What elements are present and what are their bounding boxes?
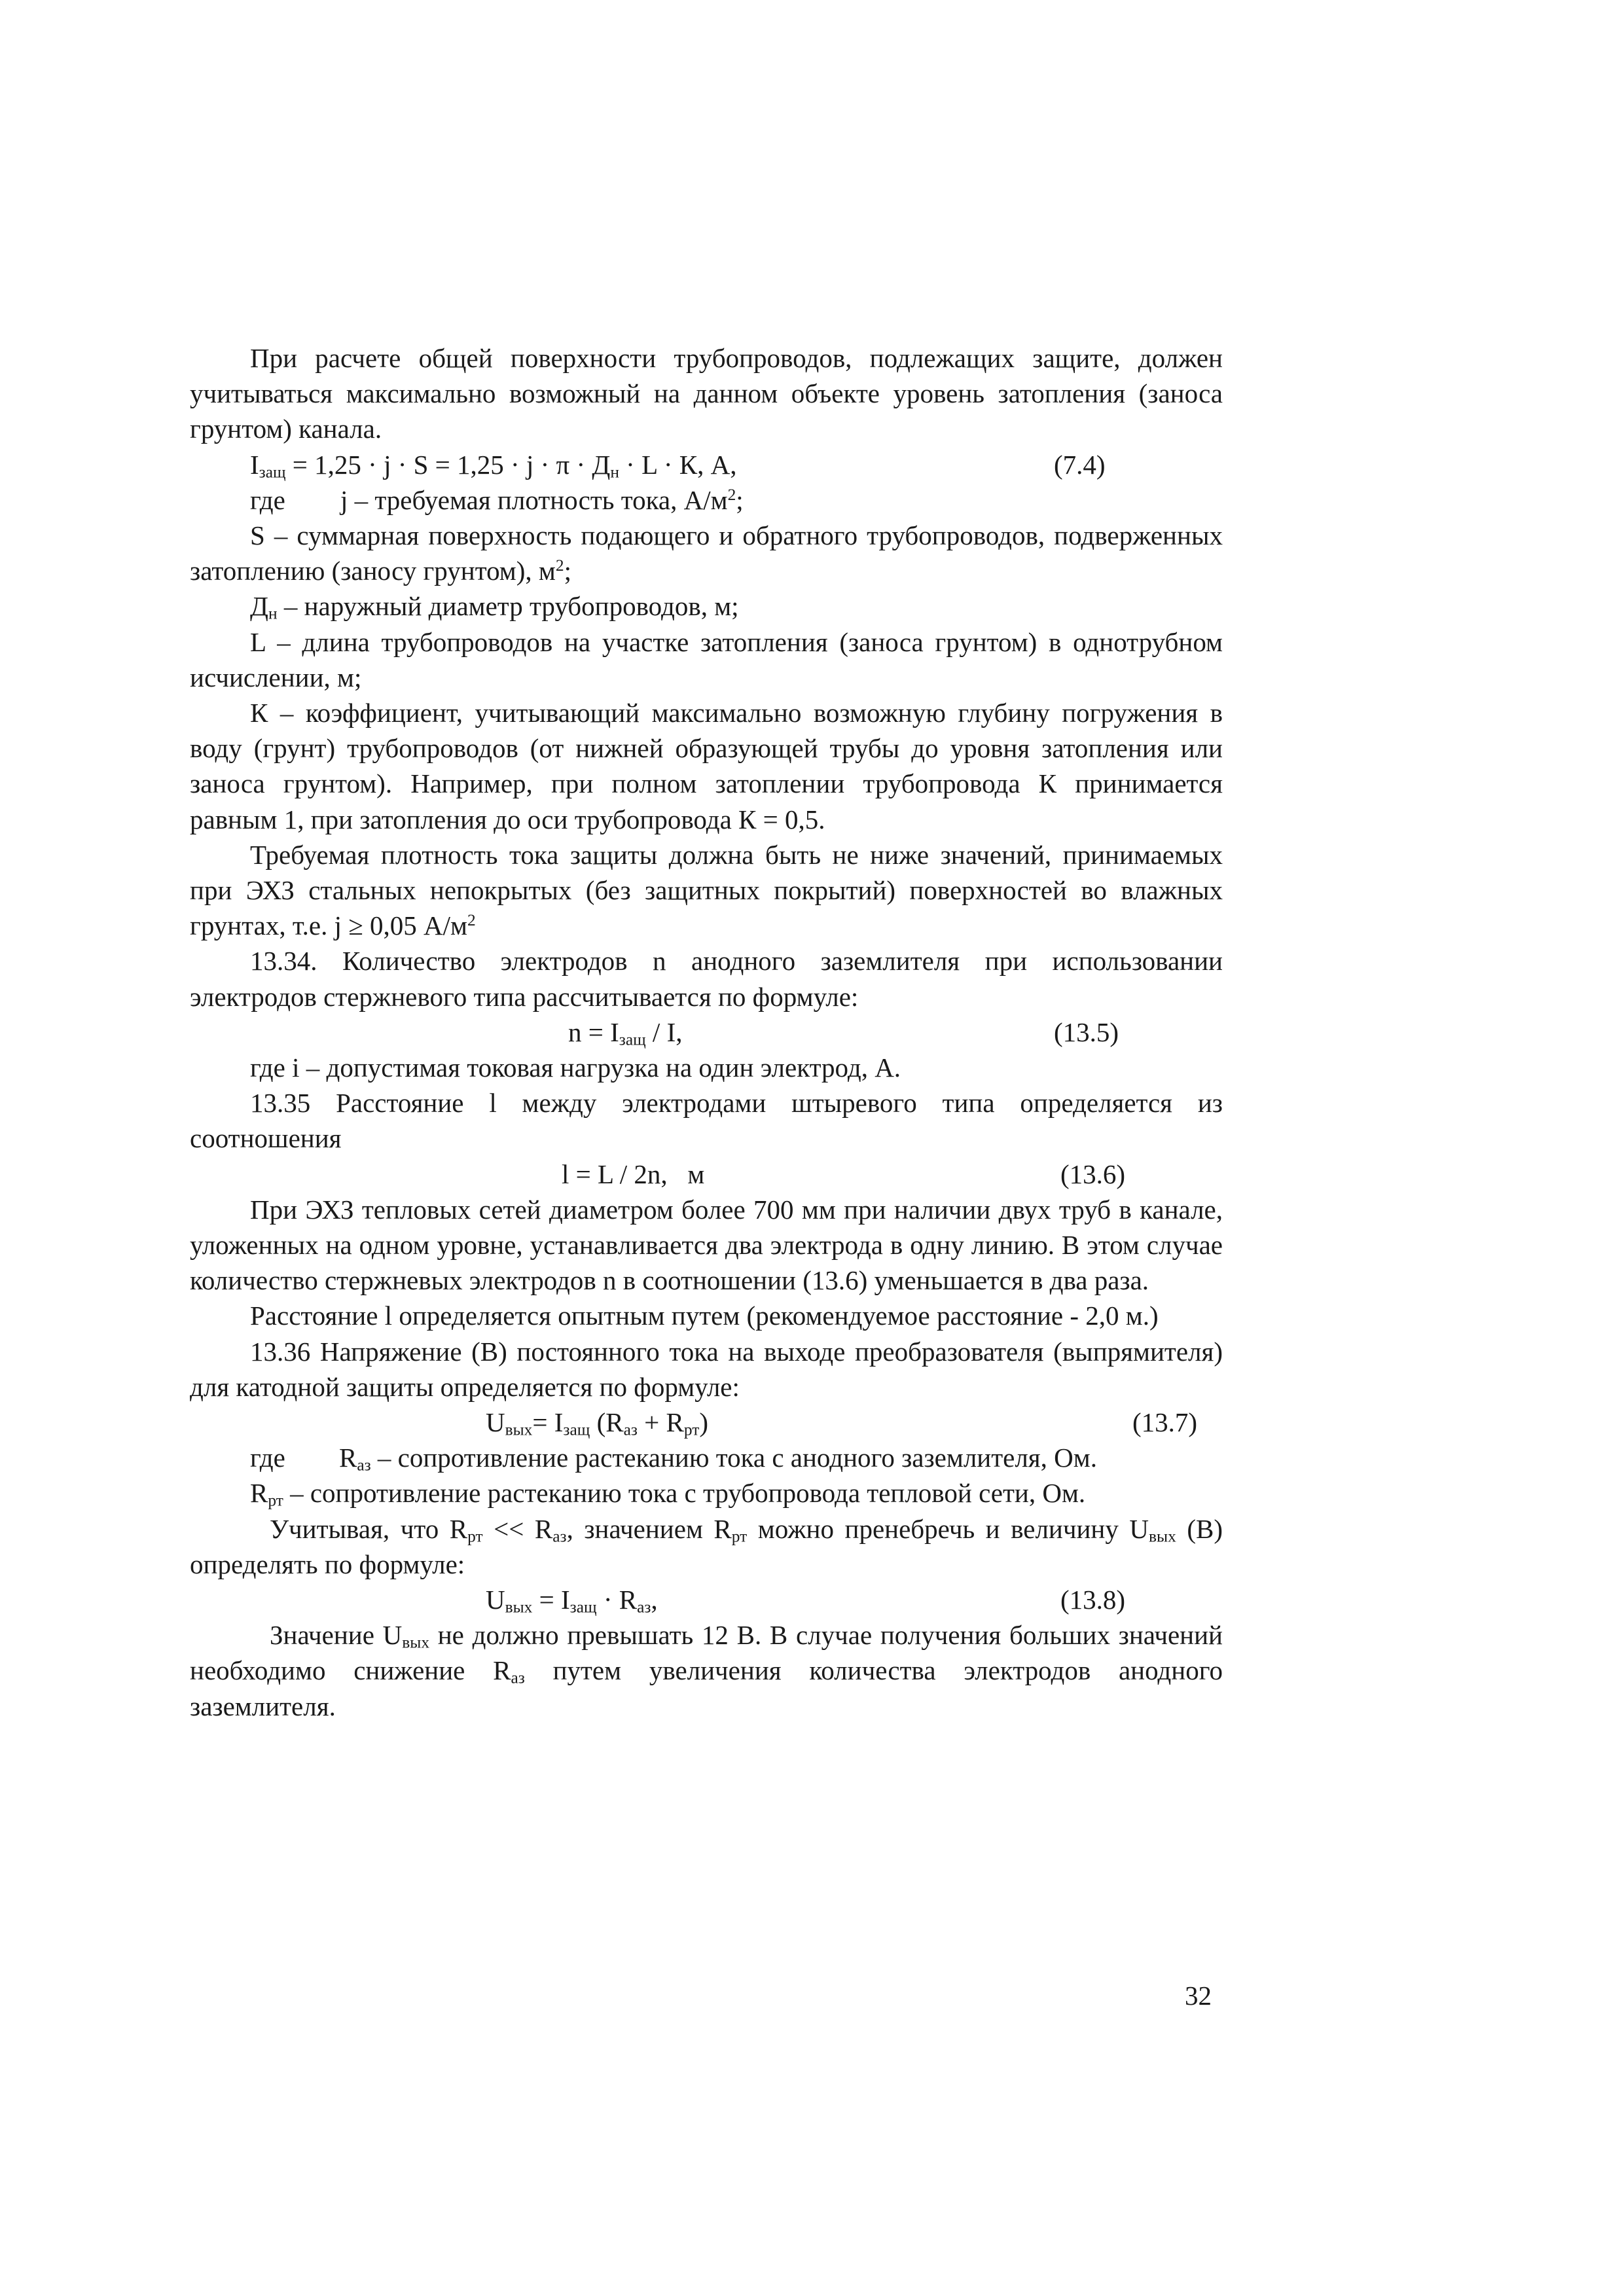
paragraph-considering: Учитывая, что $R_{рт} << R_{аз}$, значением $R_{рт}$ можно пренебречь и величину $U_{вых}$ (В) определять по формуле:: [190, 1513, 1223, 1579]
paragraph-13-34: 13.34. Количество электродов n анодного заземлителя при использовании электродов стержневого типа рассчитывается по формуле:: [190, 946, 1223, 1012]
where-j-definition: где j – требуемая плотность тока, $А/м^2$;: [250, 484, 744, 515]
paragraph-13-36: 13.36 Напряжение (В) постоянного тока на выходе преобразователя (выпрямителя) для катодной защиты определяется по формуле:: [190, 1336, 1223, 1402]
definition-s: S – суммарная поверхность подающего и обратного трубопроводов, подверженных затоплению (заносу грунтом), $м^2$;: [190, 520, 1223, 586]
formula-13-8-expression: $U_{вых} = I_{защ} \cdot R_{аз}$,: [486, 1585, 658, 1617]
formula-7-4-expression: $I_{защ} = 1,25 \cdot j \cdot S = 1,25 \cdot j \cdot \pi \cdot Д_н \cdot L \cdot К$, А,: [250, 449, 737, 482]
formula-7-4-number: (7.4): [1054, 449, 1106, 480]
paragraph-distance: Расстояние l определяется опытным путем (рекомендуемое расстояние - 2,0 м.): [250, 1300, 1159, 1331]
formula-13-8: [190, 1582, 1223, 1617]
where-raz-definition: где $R_{аз}$ – сопротивление растеканию тока с анодного заземлителя, Ом.: [250, 1443, 1097, 1475]
where-i-definition: где i – допустимая токовая нагрузка на один электрод, А.: [250, 1052, 901, 1083]
formula-13-5-number: (13.5): [1054, 1016, 1119, 1047]
paragraph-700mm: При ЭХЗ тепловых сетей диаметром более 700 мм при наличии двух труб в канале, уложенных на одном уровне, устанавливается два электрода в одну линию. В этом случае количество стержневых электродов n в соотношении (13.6) уменьшается в два раза.: [190, 1194, 1223, 1296]
definition-dn: $Д_н$ – наружный диаметр трубопроводов, м;: [250, 591, 739, 623]
formula-13-8-number: (13.8): [1060, 1585, 1126, 1615]
formula-13-5-expression: $n = I_{защ} / I$,: [568, 1016, 683, 1049]
formula-13-6-expression: l = L / 2n, м: [562, 1158, 705, 1189]
formula-13-7: [190, 1405, 1223, 1440]
paragraph-current-density: Требуемая плотность тока защиты должна быть не ниже значений, принимаемых при ЭХЗ стальных непокрытых (без защитных покрытий) поверхностей во влажных грунтах, т.е. j ≥ 0,05 $А/м^2$: [190, 839, 1223, 941]
formula-7-4: [190, 447, 1223, 482]
paragraph-surface-intro: При расчете общей поверхности трубопроводов, подлежащих защите, должен учитываться максимально возможный на данном объекте уровень затопления (заноса грунтом) канала.: [190, 343, 1223, 444]
formula-13-7-expression: $U_{вых}= I_{защ}$ $(R_{аз} + R_{рт})$: [486, 1407, 708, 1439]
formula-13-6: [190, 1157, 1223, 1192]
formula-13-6-number: (13.6): [1060, 1158, 1126, 1189]
definition-l: L – длина трубопроводов на участке затопления (заноса грунтом) в однотрубном исчислении, м;: [190, 626, 1223, 692]
definition-k: К – коэффициент, учитывающий максимально возможную глубину погружения в воду (грунт) трубопроводов (от нижней образующей трубы до уровня затопления или заноса грунтом). Например, при полном затоплении трубопровода К принимается равным 1, при затопления до оси трубопровода К = 0,5.: [190, 698, 1223, 834]
page-number: 32: [1185, 1981, 1212, 2011]
document-body: [190, 340, 1223, 1724]
formula-13-5: [190, 1014, 1223, 1050]
paragraph-output-voltage: Значение $U_{вых}$ не должно превышать 12 В. В случае получения больших значений необходимо снижение $R_{аз}$ путем увеличения количества электродов анодного заземлителя.: [190, 1620, 1223, 1721]
paragraph-13-35: 13.35 Расстояние l между электродами штыревого типа определяется из соотношения: [190, 1088, 1223, 1154]
formula-13-7-number: (13.7): [1132, 1407, 1198, 1438]
definition-rrt: $R_{рт}$ – сопротивление растеканию тока с трубопровода тепловой сети, Ом.: [250, 1478, 1086, 1510]
